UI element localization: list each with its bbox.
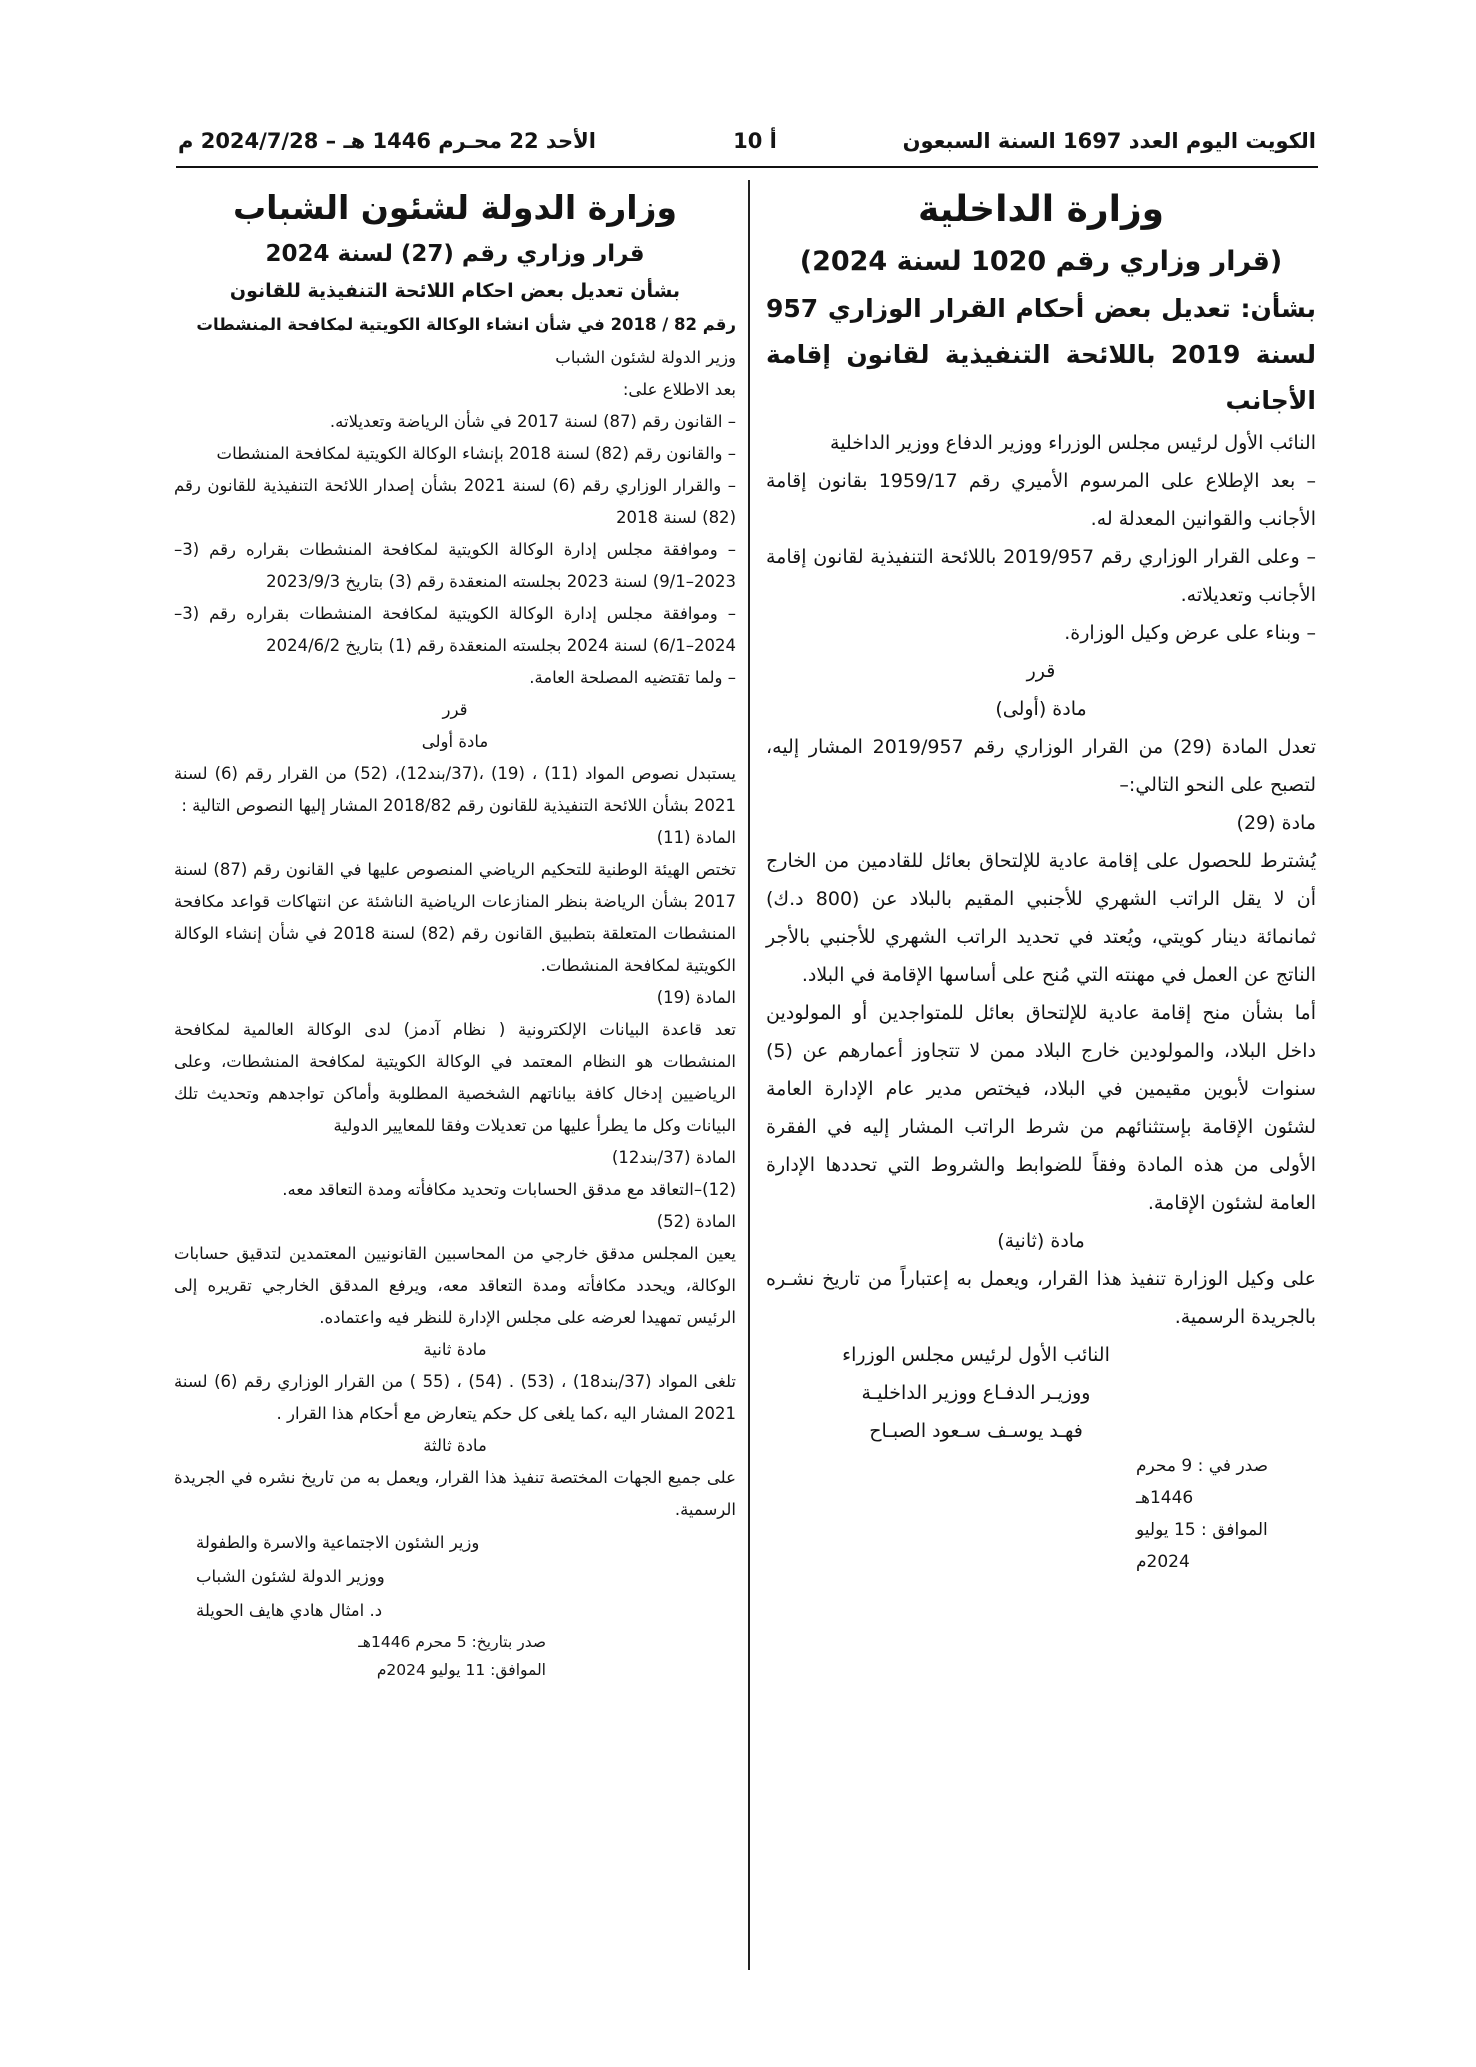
youth-decision-number: قرار وزاري رقم (27) لسنة 2024	[265, 241, 645, 267]
youth-signature-line-2: ووزير الدولة لشئون الشباب	[196, 1567, 385, 1586]
youth-article2-text: تلغى المواد (37/بند18) ، (53) . (54) ، (55 ) من القرار الوزاري رقم (6) لسنة 2021 المشار اليه ،كما يلغى كل حكم يتعارض مع أحكام هذا القرار .	[174, 1372, 737, 1423]
interior-subject: بشأن: تعديل بعض أحكام القرار الوزاري 957 لسنة 2019 باللائحة التنفيذية لقانون إقامة الأجانب	[766, 294, 1316, 415]
youth-signature	[174, 1526, 736, 1628]
interior-decided: قرر	[1026, 660, 1056, 682]
header-page-number: أ 10	[733, 129, 777, 153]
interior-ref-2: – وعلى القرار الوزاري رقم 2019/957 باللائحة التنفيذية لقانون إقامة الأجانب وتعديلاته.	[766, 546, 1316, 606]
youth-ref-2: – والقانون رقم (82) لسنة 2018 بإنشاء الوكالة الكويتية لمكافحة المنشطات	[216, 444, 736, 463]
interior-signature-line-2: ووزيـر الدفـاع ووزير الداخليـة	[861, 1382, 1091, 1404]
interior-ref-1: – بعد الإطلاع على المرسوم الأميري رقم 1959/17 بقانون إقامة الأجانب والقوانين المعدلة له.	[766, 470, 1316, 530]
youth-column	[174, 182, 736, 1684]
youth-ministry-title: وزارة الدولة لشئون الشباب	[232, 188, 678, 227]
youth-subject-line-2: رقم 82 / 2018 في شأن انشاء الوكالة الكويتية لمكافحة المنشطات	[196, 315, 736, 334]
interior-article2-text: على وكيل الوزارة تنفيذ هذا القرار، ويعمل به إعتباراً من تاريخ نشـره بالجريدة الرسمية.	[766, 1268, 1316, 1328]
youth-ref-5: – وموافقة مجلس إدارة الوكالة الكويتية لمكافحة المنشطات بقراره رقم (3–2024–6/1) لسنة 2024 بجلسته المنعقدة رقم (1) بتاريخ 2024/6/2	[174, 604, 736, 655]
youth-signature-line-1: وزير الشئون الاجتماعية والاسرة والطفولة	[196, 1533, 480, 1552]
interior-issuer: النائب الأول لرئيس مجلس الوزراء ووزير الدفاع ووزير الداخلية	[830, 432, 1316, 454]
youth-date-gregorian: الموافق: 11 يوليو 2024م	[376, 1661, 546, 1679]
youth-after-review: بعد الاطلاع على:	[622, 380, 736, 399]
interior-issue-date	[766, 1450, 1316, 1578]
youth-signature-name: د. امثال هادي هايف الحويلة	[196, 1601, 383, 1620]
interior-article29-para1: يُشترط للحصول على إقامة عادية للإلتحاق بعائل للقادمين من الخارج أن لا يقل الراتب الشهري للأجنبي المقيم بالبلاد عن (800 د.ك) ثمانمائة دينار كويتي، ويُعتد في تحديد الراتب الشهري للأجنبي بالأجر الناتج عن العمل في مهنته التي مُنح على أساسها الإقامة في البلاد.	[766, 850, 1316, 986]
header-rule	[176, 166, 1318, 168]
youth-a19-heading: المادة (19)	[656, 988, 736, 1007]
interior-column	[766, 182, 1316, 1578]
header-date: الأحد 22 محـرم 1446 هـ – 2024/7/28 م	[178, 129, 597, 153]
column-divider	[748, 180, 750, 1970]
youth-a11-text: تختص الهيئة الوطنية للتحكيم الرياضي المنصوص عليها في القانون رقم (87) لسنة 2017 بشأن الرياضة بنظر المنازعات الرياضية الناشئة عن انتهاكات قواعد مكافحة المنشطات المتعلقة بتطبيق القانون رقم (82) لسنة 2018 في شأن إنشاء الوكالة الكويتية لمكافحة المنشطات.	[174, 860, 737, 975]
interior-ministry-title: وزارة الداخلية	[917, 189, 1165, 230]
interior-article1-heading: مادة (أولى)	[995, 698, 1087, 720]
youth-article1-heading: مادة أولى	[421, 732, 489, 751]
youth-date-hijri: صدر بتاريخ: 5 محرم 1446هـ	[358, 1633, 546, 1651]
youth-article1-text: يستبدل نصوص المواد (11) ، (19) ،(37/بند12)، (52) من القرار رقم (6) لسنة 2021 بشأن اللائحة التنفيذية للقانون رقم 2018/82 المشار إليها النصوص التالية :	[174, 764, 736, 815]
interior-article29-para2: أما بشأن منح إقامة عادية للإلتحاق بعائل للمتواجدين أو المولودين داخل البلاد، والمولودين خارج البلاد ممن لا تتجاوز أعمارهم عن (5) سنوات لأبوين مقيمين في البلاد، فيختص مدير عام الإدارة العامة لشئون الإقامة بإستثنائهم من شرط الراتب المشار إليه في الفقرة الأولى من هذه المادة وفقاً للضوابط والشروط التي تحددها الإدارة العامة لشئون الإقامة.	[766, 1002, 1316, 1214]
interior-signature-line-1: النائب الأول لرئيس مجلس الوزراء	[842, 1344, 1110, 1366]
youth-subject-line-1: بشأن تعديل بعض احكام اللائحة التنفيذية للقانون	[229, 280, 681, 302]
interior-date-gregorian: الموافق : 15 يوليو 2024م	[1136, 1520, 1268, 1572]
youth-a52-text: يعين المجلس مدقق خارجي من المحاسبين القانونيين المعتمدين لتدقيق حسابات الوكالة، ويحدد مكافأته ومدة التعاقد معه، ويرفع المدقق الخارجي تقريره إلى الرئيس تمهيدا لعرضه على مجلس الإدارة للنظر فيه واعتماده.	[174, 1244, 736, 1327]
youth-a52-heading: المادة (52)	[656, 1212, 736, 1231]
youth-issue-date	[174, 1628, 736, 1684]
interior-article29-heading: مادة (29)	[1236, 812, 1316, 834]
header-edition: الكويت اليوم العدد 1697 السنة السبعون	[902, 129, 1316, 153]
youth-ref-1: – القانون رقم (87) لسنة 2017 في شأن الرياضة وتعديلاته.	[329, 412, 736, 431]
interior-signature-name: فهـد يوسـف سـعود الصبـاح	[869, 1420, 1083, 1442]
youth-article3-text: على جميع الجهات المختصة تنفيذ هذا القرار، ويعمل به من تاريخ نشره في الجريدة الرسمية.	[174, 1468, 736, 1519]
youth-a19-text: تعد قاعدة البيانات الإلكترونية ( نظام آدمز) لدى الوكالة العالمية لمكافحة المنشطات هو النظام المعتمد في الوكالة الكويتية لمكافحة المنشطات، وعلى الرياضيين إدخال كافة بياناتهم الشخصية المطلوبة وأماكن تواجدهم وتحديث تلك البيانات وكل ما يطرأ عليها من تعديلات وفقا للمعايير الدولية	[174, 1020, 736, 1135]
youth-ref-3: – والقرار الوزاري رقم (6) لسنة 2021 بشأن إصدار اللائحة التنفيذية للقانون رقم (82) لسنة 2018	[174, 476, 736, 527]
youth-ref-6: – ولما تقتضيه المصلحة العامة.	[529, 668, 736, 687]
interior-article1-text: تعدل المادة (29) من القرار الوزاري رقم 2019/957 المشار إليه، لتصبح على النحو التالي:–	[766, 736, 1316, 796]
youth-issuer: وزير الدولة لشئون الشباب	[555, 348, 736, 367]
youth-a37-text: (12)–التعاقد مع مدقق الحسابات وتحديد مكافأته ومدة التعاقد معه.	[282, 1180, 736, 1199]
interior-ref-3: – وبناء على عرض وكيل الوزارة.	[1064, 622, 1316, 644]
youth-decided: قرر	[442, 700, 468, 719]
youth-a37-heading: المادة (37/بند12)	[611, 1148, 736, 1167]
youth-article2-heading: مادة ثانية	[423, 1340, 487, 1359]
interior-decision-number: (قرار وزاري رقم 1020 لسنة 2024)	[799, 246, 1283, 277]
youth-a11-heading: المادة (11)	[656, 828, 736, 847]
interior-article2-heading: مادة (ثانية)	[997, 1230, 1085, 1252]
interior-signature	[766, 1336, 1316, 1450]
youth-article3-heading: مادة ثالثة	[423, 1436, 487, 1455]
youth-ref-4: – وموافقة مجلس إدارة الوكالة الكويتية لمكافحة المنشطات بقراره رقم (3–2023–9/1) لسنة 2023 بجلسته المنعقدة رقم (3) بتاريخ 2023/9/3	[174, 540, 736, 591]
interior-date-hijri: صدر في : 9 محرم 1446هـ	[1136, 1456, 1269, 1508]
